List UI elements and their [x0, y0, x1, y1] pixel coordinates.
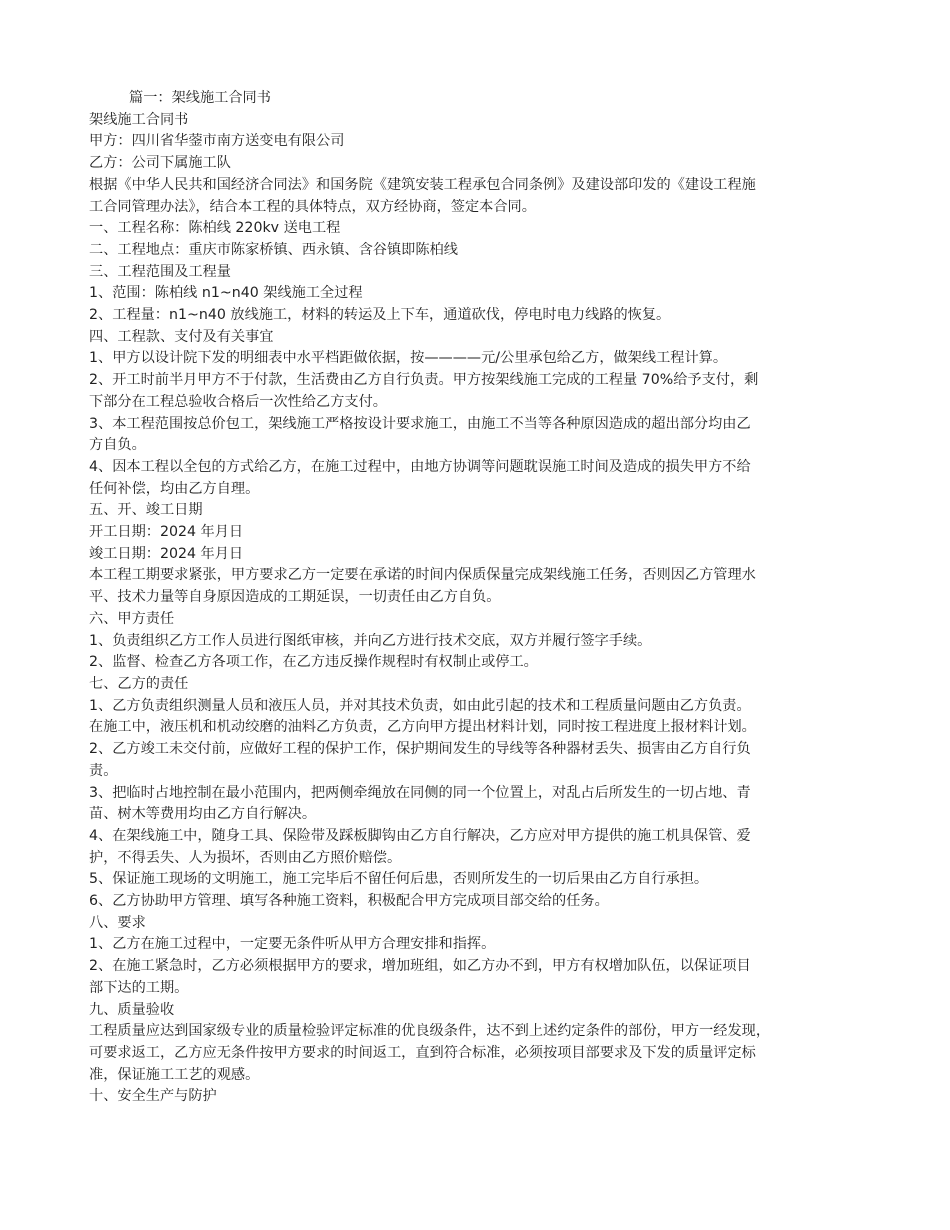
party-a: 甲方：四川省华蓥市南方送变电有限公司 [89, 133, 345, 150]
text-line: 2、在施工紧急时，乙方必须根据甲方的要求，增加班组，如乙方办不到，甲方有权增加队伍，以保证项目 [89, 958, 751, 975]
text-line: 3、把临时占地控制在最小范围内，把两侧牵绳放在同侧的同一个位置上，对乱占后所发生的一切占地、青 [89, 784, 751, 801]
text-line: 准，保证施工工艺的观感。 [89, 1066, 260, 1083]
completion-date: 竣工日期：2024 年月日 [89, 545, 244, 562]
party-b: 乙方：公司下属施工队 [89, 155, 231, 172]
clause-heading: 六、甲方责任 [89, 610, 175, 627]
text-line: 护，不得丢失、人为损坏，否则由乙方照价赔偿。 [89, 849, 402, 866]
clause-heading: 五、开、竣工日期 [89, 502, 203, 519]
text-line: 本工程工期要求紧张，甲方要求乙方一定要在承诺的时间内保质保量完成架线施工任务，否则因乙方管理水 [89, 567, 756, 584]
text-line: 苗、树木等费用均由乙方自行解决。 [89, 806, 317, 823]
clause-heading: 十、安全生产与防护 [89, 1088, 217, 1105]
clause-heading: 九、质量验收 [89, 1001, 175, 1018]
start-date: 开工日期：2024 年月日 [89, 524, 244, 541]
text-line: 可要求返工，乙方应无条件按甲方要求的时间返工，直到符合标准，必须按项目部要求及下发的质量评定标 [89, 1044, 756, 1061]
text-line: 1、甲方以设计院下发的明细表中水平档距做依据，按————元/公里承包给乙方，做架线工程计算。 [89, 350, 728, 367]
text-line: 下部分在工程总验收合格后一次性给乙方支付。 [89, 393, 387, 410]
text-line: 2、乙方竣工未交付前，应做好工程的保护工作，保护期间发生的导线等各种器材丢失、损害由乙方自行负 [89, 741, 751, 758]
text-line: 1、乙方负责组织测量人员和液压人员，并对其技术负责，如由此引起的技术和工程质量问题由乙方负责。 [89, 697, 751, 714]
text-line: 2、工程量：n1~n40 放线施工，材料的转运及上下车，通道砍伐，停电时电力线路的恢复。 [89, 307, 671, 324]
text-line: 4、在架线施工中，随身工具、保险带及踩板脚钩由乙方自行解决，乙方应对甲方提供的施工机具保管、爱 [89, 827, 751, 844]
text-line: 4、因本工程以全包的方式给乙方，在施工过程中，由地方协调等问题耽误施工时间及造成的损失甲方不给 [89, 458, 751, 475]
text-line: 1、范围：陈柏线 n1~n40 架线施工全过程 [89, 285, 363, 302]
text-line: 5、保证施工现场的文明施工，施工完毕后不留任何后患，否则所发生的一切后果由乙方自行承担。 [89, 871, 709, 888]
text-line: 平、技术力量等自身原因造成的工期延误，一切责任由乙方自负。 [89, 589, 501, 606]
text-line: 1、乙方在施工过程中，一定要无条件听从甲方合理安排和指挥。 [89, 936, 496, 953]
clause-heading: 三、工程范围及工程量 [89, 263, 231, 280]
text-line: 2、监督、检查乙方各项工作，在乙方违反操作规程时有权制止或停工。 [89, 654, 538, 671]
text-line: 一、工程名称：陈柏线 220kv 送电工程 [89, 220, 341, 237]
text-line: 二、工程地点：重庆市陈家桥镇、西永镇、含谷镇即陈柏线 [89, 241, 458, 258]
clause-heading: 八、要求 [89, 914, 146, 931]
text-line: 任何补偿，均由乙方自理。 [89, 480, 260, 497]
clause-heading: 四、工程款、支付及有关事宜 [89, 328, 274, 345]
text-line: 2、开工时前半月甲方不于付款，生活费由乙方自行负责。甲方按架线施工完成的工程量 70%给予支付，剩 [89, 372, 759, 389]
text-line: 在施工中，液压机和机动绞磨的油料乙方负责，乙方向甲方提出材料计划，同时按工程进度上报材料计划。 [89, 719, 756, 736]
text-line: 工合同管理办法》，结合本工程的具体特点，双方经协商，签定本合同。 [89, 198, 536, 215]
section-heading: 篇一：架线施工合同书 [129, 90, 271, 106]
text-line: 方自负。 [89, 437, 146, 454]
text-line: 部下达的工期。 [89, 979, 189, 996]
text-line: 责。 [89, 762, 118, 779]
text-line: 1、负责组织乙方工作人员进行图纸审核，并向乙方进行技术交底，双方并履行签字手续。 [89, 632, 652, 649]
clause-heading: 七、乙方的责任 [89, 675, 189, 692]
text-line: 6、乙方协助甲方管理、填写各种施工资料，积极配合甲方完成项目部交给的任务。 [89, 893, 609, 910]
document-body [89, 88, 865, 1108]
text-line: 3、本工程范围按总价包工，架线施工严格按设计要求施工，由施工不当等各种原因造成的超出部分均由乙 [89, 415, 751, 432]
document-title: 架线施工合同书 [89, 111, 189, 128]
text-line: 工程质量应达到国家级专业的质量检验评定标准的优良级条件，达不到上述约定条件的部份，甲方一经发现， [89, 1023, 771, 1040]
text-line: 根据《中华人民共和国经济合同法》和国务院《建筑安装工程承包合同条例》及建设部印发的《建设工程施 [89, 176, 756, 193]
